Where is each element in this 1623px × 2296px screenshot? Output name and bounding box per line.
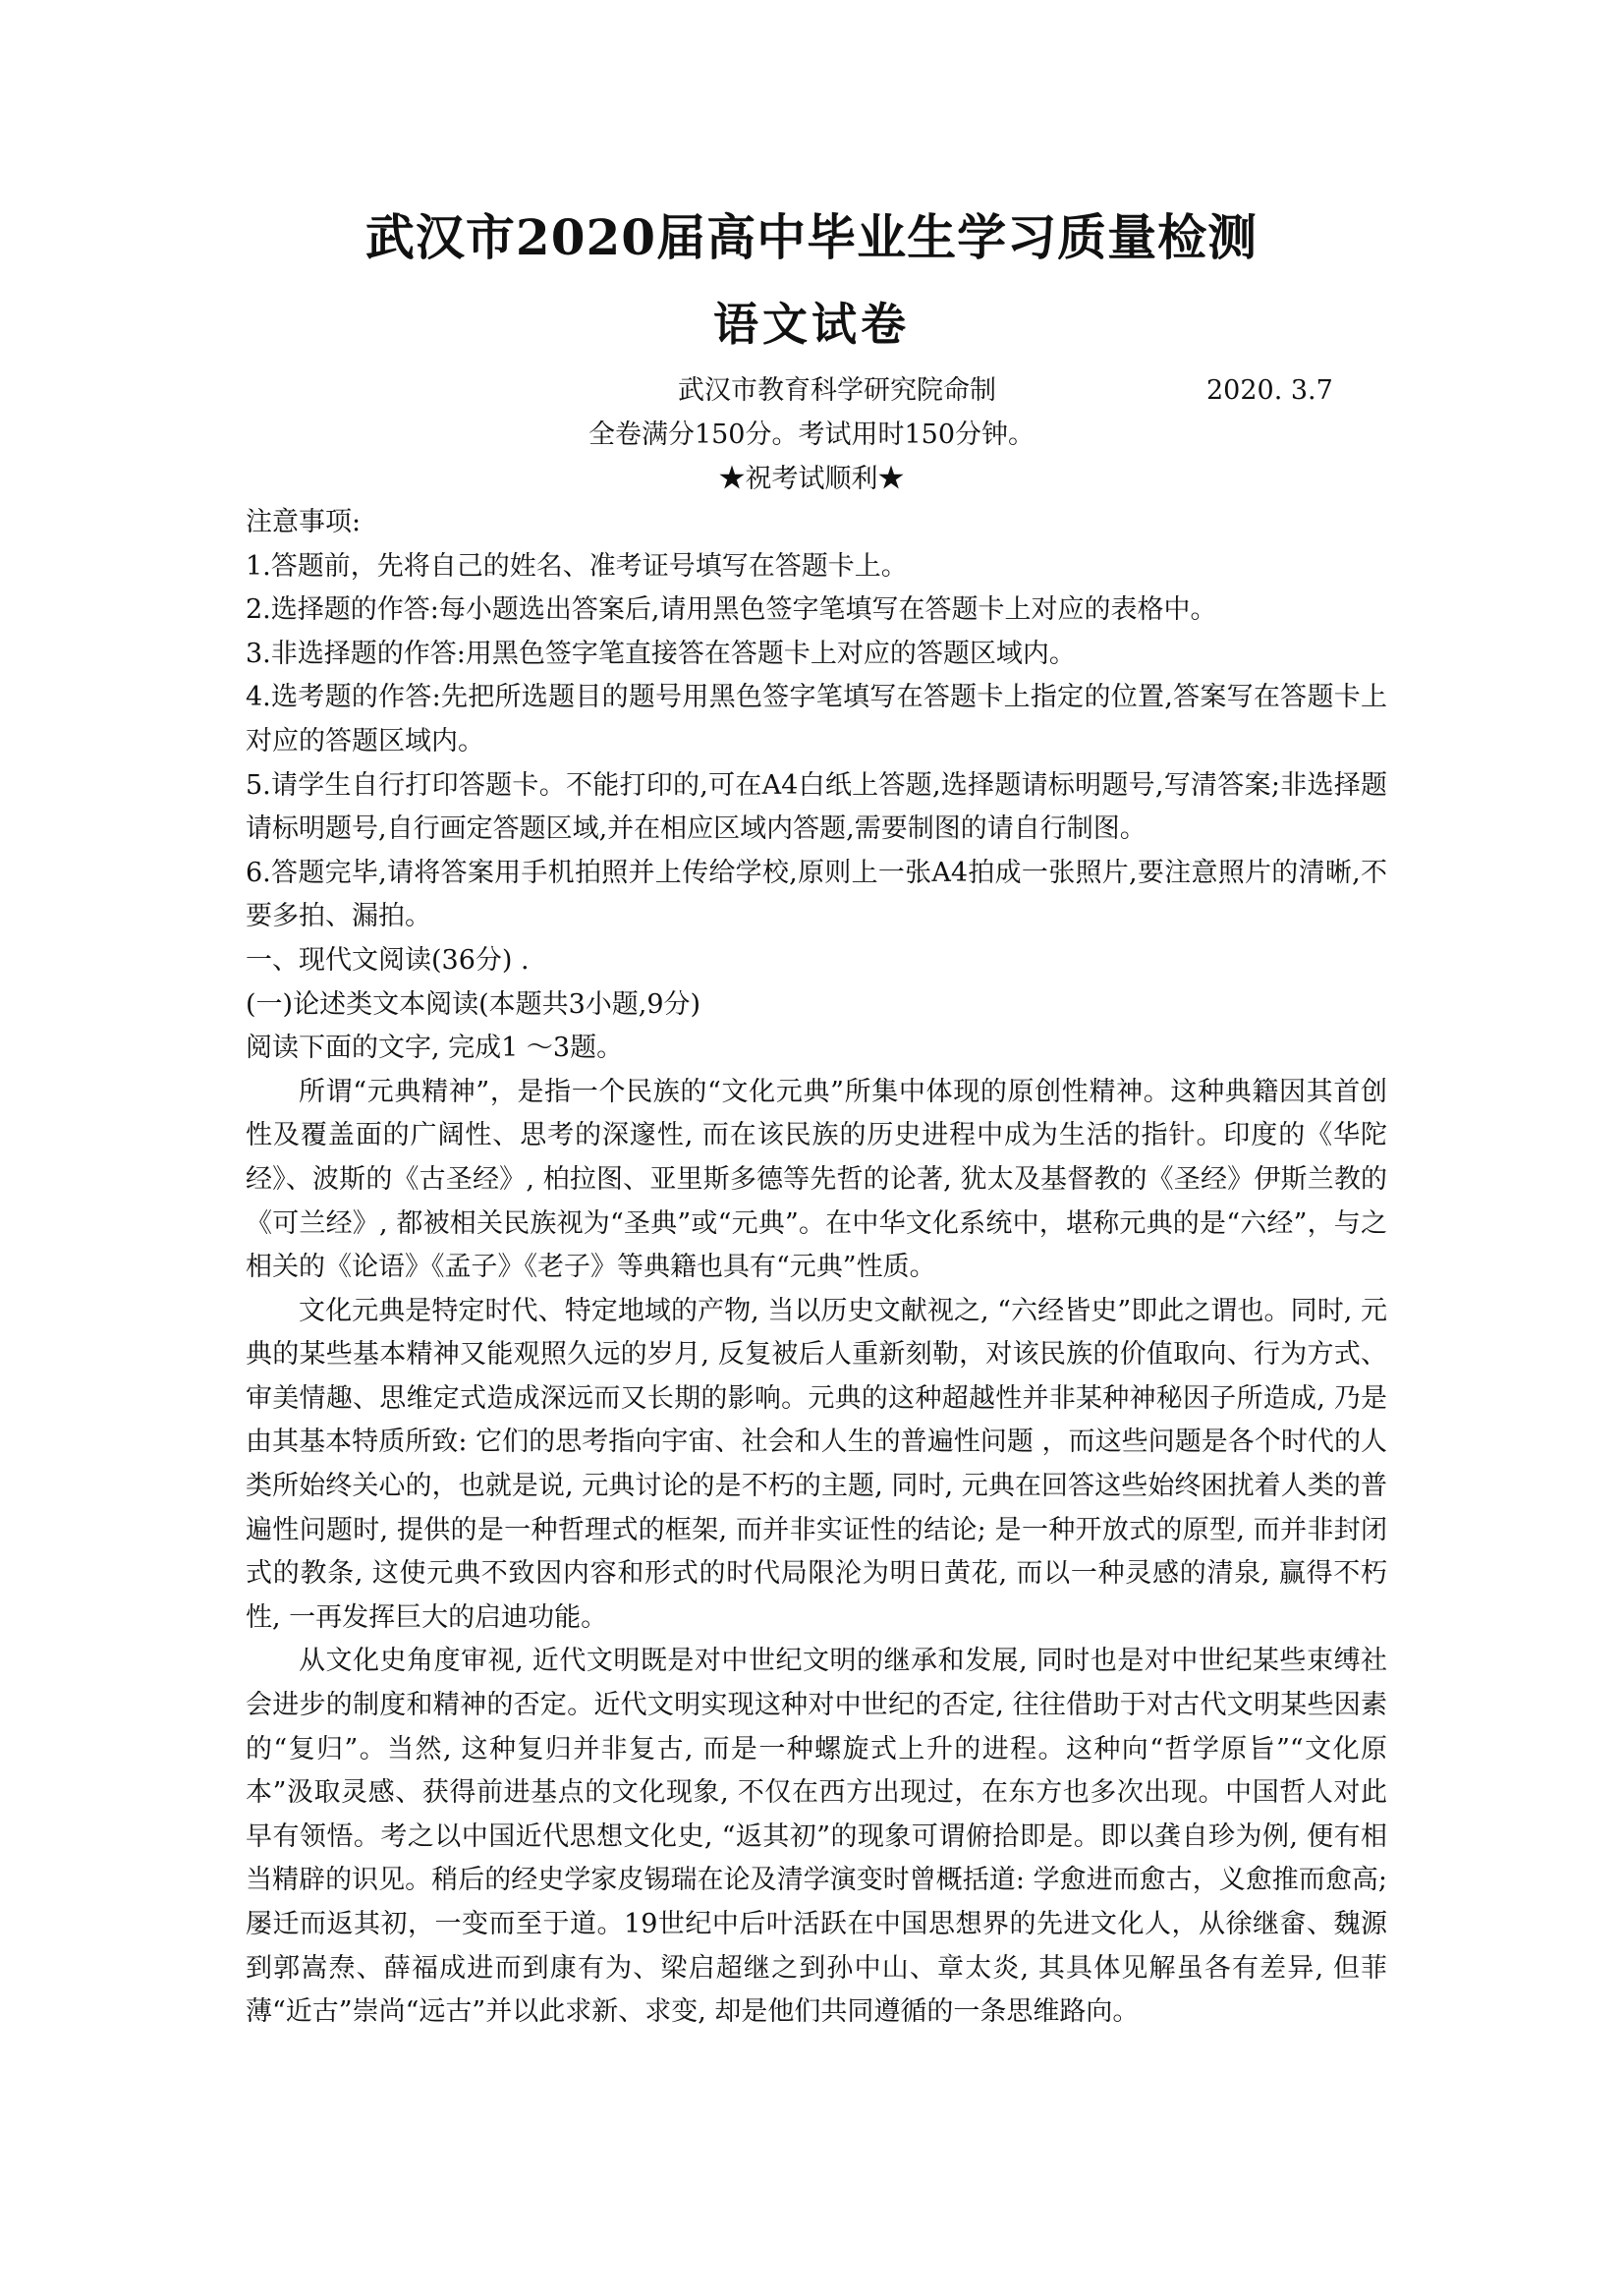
score-time-line: 全卷满分150分。考试用时150分钟。 xyxy=(588,420,1035,450)
notice-item-4: 4.选考题的作答:先把所选题目的题号用黑色签字笔填写在答题卡上指定的位置,答案写在答题卡上对应的答题区域内。 xyxy=(246,682,1387,756)
notice-item-2: 2.选择题的作答:每小题选出答案后,请用黑色签字笔填写在答题卡上对应的表格中。 xyxy=(246,594,1217,626)
notice-heading: 注意事项: xyxy=(246,507,362,537)
reading-instruction: 阅读下面的文字, 完成1 ～3题。 xyxy=(246,1033,624,1064)
section-heading: 一、现代文阅读(36分) . xyxy=(246,944,530,976)
passage-paragraph-1: 所谓“元典精神”，是指一个民族的“文化元典”所集中体现的原创性精神。这种典籍因其首创性及覆盖面的广阔性、思考的深邃性, 而在该民族的历史进程中成为生活的指针。印度的《华陀经》、波斯的《古圣经》, 柏拉图、亚里斯多德等先哲的论著, 犹太及基督教的《圣经》伊斯兰教的《可兰经》, 都被相关民族视为“圣典”或“元典”。在中华文化系统中，堪称元典的是“六经”，与之相关的《论语》《孟子》《老子》等典籍也具有“元典”性质。 xyxy=(246,1076,1387,1283)
exam-subtitle: 语文试卷 xyxy=(713,298,910,351)
sub-section-heading: (一)论述类文本阅读(本题共3小题,9分) xyxy=(246,988,701,1020)
exam-body xyxy=(246,501,1387,2035)
notice-item-5: 5.请学生自行打印答题卡。不能打印的,可在A4白纸上答题,选择题请标明题号,写清答案;非选择题请标明题号,自行画定答题区域,并在相应区域内答题,需要制图的请自行制图。 xyxy=(246,769,1387,845)
good-luck-line: ★祝考试顺利★ xyxy=(718,464,905,494)
notice-item-3: 3.非选择题的作答:用黑色签字笔直接答在答题卡上对应的答题区域内。 xyxy=(246,638,1076,669)
passage-paragraph-2: 文化元典是特定时代、特定地域的产物, 当以历史文献视之, “六经皆史”即此之谓也。同时, 元典的某些基本精神又能观照久远的岁月, 反复被后人重新刻勒，对该民族的价值取向、行为方式、审美情趣、思维定式造成深远而又长期的影响。元典的这种超越性并非某种神秘因子所造成, 乃是由其基本特质所致: 它们的思考指向宇宙、社会和人生的普遍性问题 ，而这些问题是各个时代的人类所始终关心的，也就是说, 元典讨论的是不朽的主题, 同时, 元典在回答这些始终困扰着人类的普遍性问题时, 提供的是一种哲理式的框架, 而并非实证性的结论; 是一种开放式的原型, 而并非封闭式的教条, 这使元典不致因内容和形式的时代局限沦为明日黄花, 而以一种灵感的清泉, 赢得不朽性, 一再发挥巨大的启迪功能。 xyxy=(246,1295,1387,1633)
exam-title: 武汉市2020届高中毕业生学习质量检测 xyxy=(364,208,1259,266)
passage-paragraph-3: 从文化史角度审视, 近代文明既是对中世纪文明的继承和发展, 同时也是对中世纪某些束缚社会进步的制度和精神的否定。近代文明实现这种对中世纪的否定, 往往借助于对古代文明某些因素的“复归”。当然, 这种复归并非复古, 而是一种螺旋式上升的进程。这种向“哲学原旨”“文化原本”汲取灵感、获得前进基点的文化现象, 不仅在西方出现过，在东方也多次出现。中国哲人对此早有领悟。考之以中国近代思想文化史, “返其初”的现象可谓俯拾即是。即以龚自珍为例, 便有相当精辟的识见。稍后的经史学家皮锡瑞在论及清学演变时曾概括道: 学愈进而愈古，义愈推而愈高; 屡迁而返其初，一变而至于道。19世纪中后叶活跃在中国思想界的先进文化人，从徐继畲、魏源到郭嵩焘、薛福成进而到康有为、梁启超继之到孙中山、章太炎, 其具体见解虽各有差异, 但菲薄“近古”崇尚“远古”并以此求新、求变, 却是他们共同遵循的一条思维路向。 xyxy=(246,1646,1387,2028)
exam-date: 2020. 3.7 xyxy=(1206,375,1333,406)
notice-item-1: 1.答题前，先将自己的姓名、准考证号填写在答题卡上。 xyxy=(246,550,908,582)
notice-item-6: 6.答题完毕,请将答案用手机拍照并上传给学校,原则上一张A4拍成一张照片,要注意照片的清晰,不要多拍、漏拍。 xyxy=(246,857,1387,932)
issuer-line: 武汉市教育科学研究院命制 xyxy=(678,375,996,406)
